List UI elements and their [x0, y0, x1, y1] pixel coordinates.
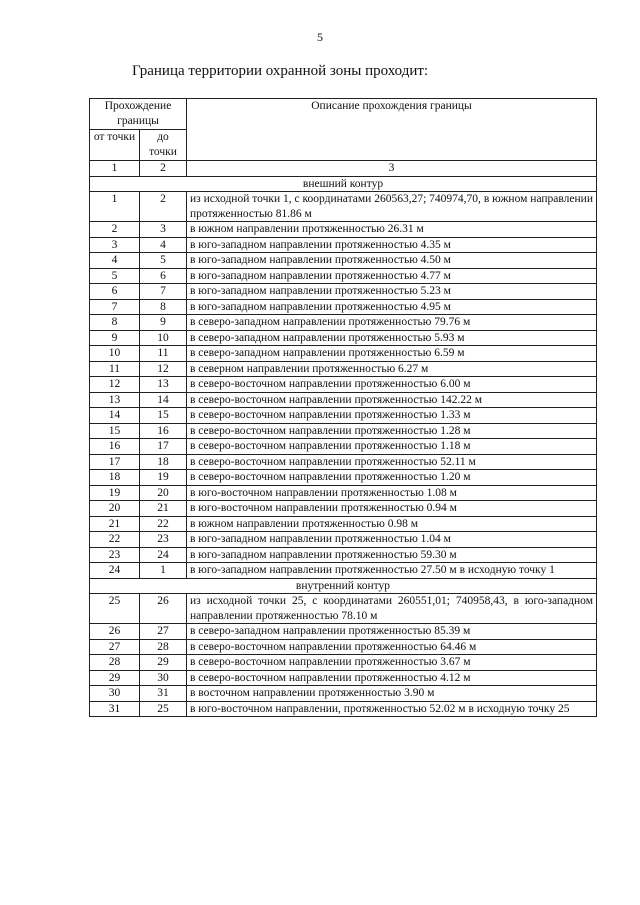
description-cell: в северо-восточном направлении протяженностью 64.46 м	[187, 639, 597, 655]
to-point-cell: 4	[140, 237, 187, 253]
description-cell: в северо-восточном направлении протяженностью 4.12 м	[187, 670, 597, 686]
description-cell: в северо-восточном направлении протяженностью 1.18 м	[187, 439, 597, 455]
to-point-cell: 15	[140, 408, 187, 424]
from-point-cell: 11	[90, 361, 140, 377]
table-row	[90, 485, 597, 501]
table-row	[90, 237, 597, 253]
from-point-cell: 23	[90, 547, 140, 563]
description-cell: в северо-западном направлении протяженностью 85.39 м	[187, 624, 597, 640]
description-cell: в юго-восточном направлении, протяженностью 52.02 м в исходную точку 25	[187, 701, 597, 717]
to-point-cell: 25	[140, 701, 187, 717]
column-number: 1	[90, 161, 140, 177]
section-title: внутренний контур	[90, 578, 597, 594]
from-point-cell: 24	[90, 563, 140, 579]
from-point-cell: 5	[90, 268, 140, 284]
table-row	[90, 408, 597, 424]
to-point-cell: 8	[140, 299, 187, 315]
description-cell: в северо-восточном направлении протяженностью 6.00 м	[187, 377, 597, 393]
header-to: до точки	[140, 130, 187, 161]
to-point-cell: 3	[140, 222, 187, 238]
to-point-cell: 11	[140, 346, 187, 362]
from-point-cell: 16	[90, 439, 140, 455]
to-point-cell: 30	[140, 670, 187, 686]
table-row	[90, 222, 597, 238]
to-point-cell: 19	[140, 470, 187, 486]
description-cell: в северо-западном направлении протяженностью 6.59 м	[187, 346, 597, 362]
section-title: внешний контур	[90, 176, 597, 192]
to-point-cell: 9	[140, 315, 187, 331]
description-cell: в северо-западном направлении протяженностью 5.93 м	[187, 330, 597, 346]
to-point-cell: 18	[140, 454, 187, 470]
to-point-cell: 23	[140, 532, 187, 548]
description-cell: в северо-восточном направлении протяженностью 3.67 м	[187, 655, 597, 671]
from-point-cell: 19	[90, 485, 140, 501]
description-cell: в юго-западном направлении протяженностью 1.04 м	[187, 532, 597, 548]
to-point-cell: 22	[140, 516, 187, 532]
table-row	[90, 686, 597, 702]
to-point-cell: 29	[140, 655, 187, 671]
to-point-cell: 20	[140, 485, 187, 501]
description-cell: в северо-восточном направлении протяженностью 1.33 м	[187, 408, 597, 424]
to-point-cell: 10	[140, 330, 187, 346]
from-point-cell: 9	[90, 330, 140, 346]
intro-text: Граница территории охранной зоны проходит:	[132, 63, 429, 79]
to-point-cell: 2	[140, 192, 187, 222]
to-point-cell: 7	[140, 284, 187, 300]
description-cell: в юго-западном направлении протяженностью 4.50 м	[187, 253, 597, 269]
to-point-cell: 31	[140, 686, 187, 702]
description-cell: в северо-западном направлении протяженностью 79.76 м	[187, 315, 597, 331]
table-row	[90, 439, 597, 455]
table-row	[90, 470, 597, 486]
from-point-cell: 8	[90, 315, 140, 331]
page-number: 5	[317, 30, 323, 44]
header-description: Описание прохождения границы	[187, 99, 597, 161]
table-row	[90, 532, 597, 548]
table-row	[90, 516, 597, 532]
table-row	[90, 594, 597, 624]
from-point-cell: 3	[90, 237, 140, 253]
from-point-cell: 20	[90, 501, 140, 517]
description-cell: в восточном направлении протяженностью 3.90 м	[187, 686, 597, 702]
from-point-cell: 4	[90, 253, 140, 269]
description-cell: в южном направлении протяженностью 26.31 м	[187, 222, 597, 238]
table-row	[90, 701, 597, 717]
from-point-cell: 10	[90, 346, 140, 362]
table-body	[90, 176, 597, 717]
from-point-cell: 28	[90, 655, 140, 671]
from-point-cell: 1	[90, 192, 140, 222]
from-point-cell: 13	[90, 392, 140, 408]
table-row	[90, 361, 597, 377]
header-passage: Прохождение границы	[90, 99, 187, 130]
to-point-cell: 17	[140, 439, 187, 455]
from-point-cell: 17	[90, 454, 140, 470]
from-point-cell: 27	[90, 639, 140, 655]
table-row	[90, 299, 597, 315]
table-row	[90, 547, 597, 563]
table-row	[90, 392, 597, 408]
to-point-cell: 27	[140, 624, 187, 640]
header-from: от точки	[90, 130, 140, 161]
description-cell: в юго-западном направлении протяженностью 5.23 м	[187, 284, 597, 300]
description-cell: в юго-западном направлении протяженностью 4.95 м	[187, 299, 597, 315]
description-cell: в юго-западном направлении протяженностью 4.35 м	[187, 237, 597, 253]
to-point-cell: 1	[140, 563, 187, 579]
table-row	[90, 192, 597, 222]
table-row	[90, 454, 597, 470]
from-point-cell: 18	[90, 470, 140, 486]
to-point-cell: 24	[140, 547, 187, 563]
from-point-cell: 30	[90, 686, 140, 702]
from-point-cell: 14	[90, 408, 140, 424]
description-cell: в южном направлении протяженностью 0.98 м	[187, 516, 597, 532]
description-cell: в северо-восточном направлении протяженностью 142.22 м	[187, 392, 597, 408]
description-cell: в юго-западном направлении протяженностью 27.50 м в исходную точку 1	[187, 563, 597, 579]
to-point-cell: 13	[140, 377, 187, 393]
description-cell: в юго-восточном направлении протяженностью 1.08 м	[187, 485, 597, 501]
to-point-cell: 16	[140, 423, 187, 439]
to-point-cell: 5	[140, 253, 187, 269]
table-row	[90, 268, 597, 284]
description-cell: из исходной точки 1, с координатами 260563,27; 740974,70, в южном направлении протяженностью 81.86 м	[187, 192, 597, 222]
table-row	[90, 253, 597, 269]
table-row	[90, 501, 597, 517]
to-point-cell: 12	[140, 361, 187, 377]
table-row	[90, 423, 597, 439]
description-cell: в юго-восточном направлении протяженностью 0.94 м	[187, 501, 597, 517]
from-point-cell: 2	[90, 222, 140, 238]
from-point-cell: 6	[90, 284, 140, 300]
description-cell: в северо-восточном направлении протяженностью 1.20 м	[187, 470, 597, 486]
column-number: 2	[140, 161, 187, 177]
from-point-cell: 31	[90, 701, 140, 717]
table-row	[90, 670, 597, 686]
table-row	[90, 377, 597, 393]
to-point-cell: 26	[140, 594, 187, 624]
from-point-cell: 25	[90, 594, 140, 624]
from-point-cell: 15	[90, 423, 140, 439]
table-row	[90, 563, 597, 579]
column-number: 3	[187, 161, 597, 177]
to-point-cell: 14	[140, 392, 187, 408]
from-point-cell: 29	[90, 670, 140, 686]
to-point-cell: 6	[140, 268, 187, 284]
table-row	[90, 624, 597, 640]
description-cell: в северо-восточном направлении протяженностью 1.28 м	[187, 423, 597, 439]
description-cell: в северном направлении протяженностью 6.27 м	[187, 361, 597, 377]
description-cell: в юго-западном направлении протяженностью 59.30 м	[187, 547, 597, 563]
description-cell: из исходной точки 25, с координатами 260551,01; 740958,43, в юго-западном направлении протяженностью 78.10 м	[187, 594, 597, 624]
table-row	[90, 346, 597, 362]
from-point-cell: 12	[90, 377, 140, 393]
table-row	[90, 284, 597, 300]
table-row	[90, 639, 597, 655]
table-row	[90, 330, 597, 346]
table-row	[90, 315, 597, 331]
from-point-cell: 7	[90, 299, 140, 315]
from-point-cell: 21	[90, 516, 140, 532]
boundary-table	[89, 98, 597, 717]
table-row	[90, 655, 597, 671]
to-point-cell: 21	[140, 501, 187, 517]
from-point-cell: 26	[90, 624, 140, 640]
description-cell: в северо-восточном направлении протяженностью 52.11 м	[187, 454, 597, 470]
description-cell: в юго-западном направлении протяженностью 4.77 м	[187, 268, 597, 284]
to-point-cell: 28	[140, 639, 187, 655]
from-point-cell: 22	[90, 532, 140, 548]
